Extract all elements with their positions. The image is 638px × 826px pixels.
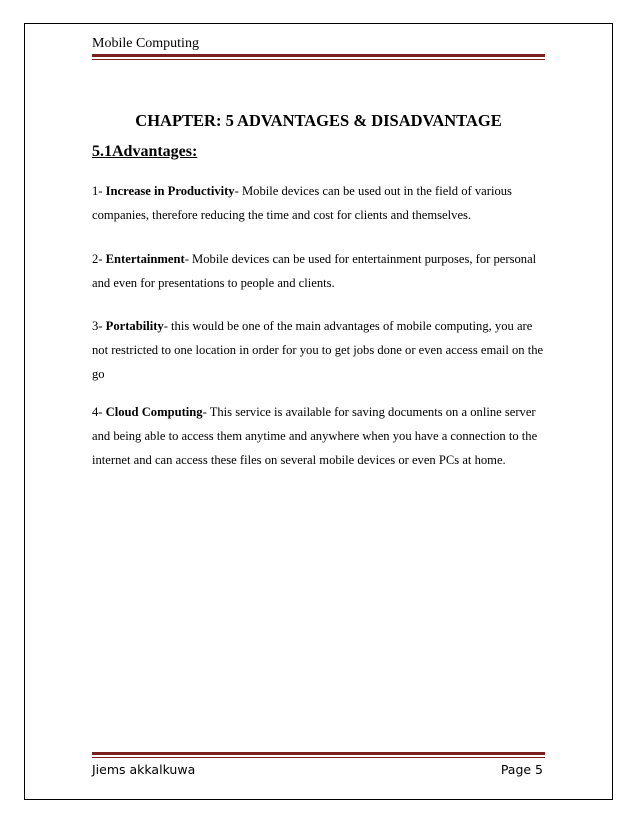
item-term: Entertainment (105, 252, 185, 266)
header-rule-thick (92, 54, 545, 57)
section-title: 5.1Advantages: (92, 143, 198, 160)
advantage-item-3 (92, 314, 548, 386)
chapter-title: CHAPTER: 5 ADVANTAGES & DISADVANTAGE (135, 111, 502, 130)
item-number: 2- (92, 252, 106, 266)
item-number: 1- (92, 184, 106, 198)
footer-rule-thick (92, 752, 545, 755)
advantage-item-1 (92, 179, 548, 227)
item-term: Increase in Productivity (105, 184, 235, 198)
footer-author: Jiems akkalkuwa (92, 762, 196, 777)
page-number: Page 5 (500, 762, 543, 777)
advantage-item-4 (92, 400, 548, 472)
item-term: Cloud Computing (105, 405, 203, 419)
item-term: Portability (105, 319, 164, 333)
item-text: - This service is available for saving documents on a online server and being able to access them anytime and anywhere when you have a connection to the internet and can access these files on several mobile devices or even PCs at home. (92, 405, 538, 467)
header-rule-thin (92, 59, 545, 60)
item-text: - this would be one of the main advantages of mobile computing, you are not restricted to one location in order for you to get jobs done or even access email on the go (92, 319, 544, 381)
item-text: - Mobile devices can be used for entertainment purposes, for personal and even for presentations to people and clients. (92, 252, 537, 290)
footer-rule-thin (92, 757, 545, 758)
advantage-item-2 (92, 247, 548, 295)
running-header: Mobile Computing (92, 36, 199, 51)
item-number: 3- (92, 319, 106, 333)
item-number: 4- (92, 405, 106, 419)
item-text: - Mobile devices can be used out in the field of various companies, therefore reducing the time and cost for clients and themselves. (92, 184, 512, 222)
